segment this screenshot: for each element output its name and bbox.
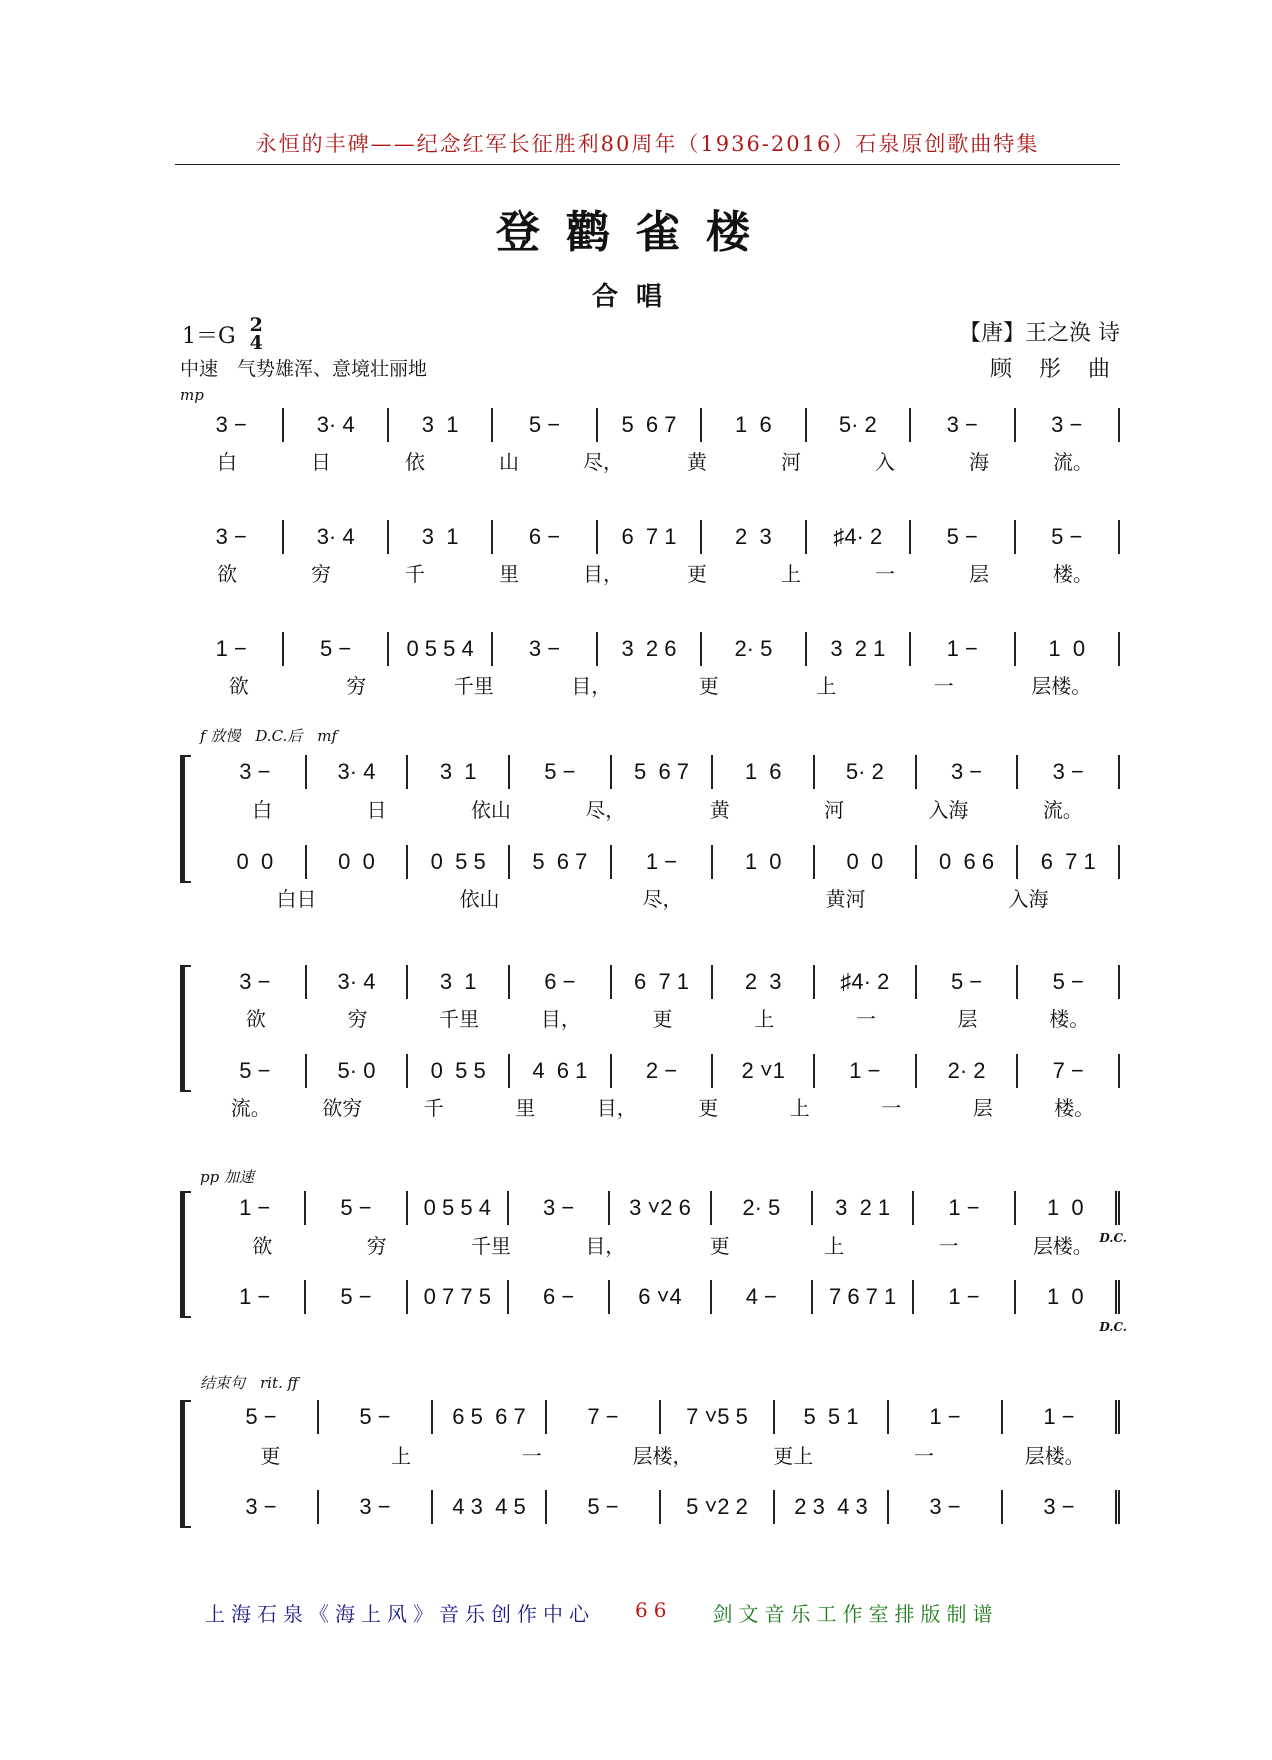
measure: 2 3 [713,965,815,999]
lyric-word: 上 [789,1096,810,1120]
measure: 0 5 5 4 [389,632,493,666]
lyrics-row [205,883,1120,912]
footer-publisher: 上海石泉《海上风》音乐创作中心 [205,1602,595,1626]
lyric-word: 更 [698,1096,719,1120]
measure: 7 − [547,1400,661,1434]
lyric-word: 目， [571,674,612,698]
lyric-word: 上 [816,674,837,698]
measure: 5 − [911,520,1015,554]
measure: 3 − [205,965,307,999]
lyric-word: 层 [957,1007,978,1031]
lyric-word: 尽， [583,450,623,474]
measure: 1 − [205,1280,306,1314]
system-bracket [180,1191,191,1318]
dynamics-marking: pp 加速 [200,1168,254,1186]
measure: 5 − [493,408,597,442]
lyric-word: 流。 [1053,450,1093,474]
measure: 3 1 [408,965,510,999]
measure: 0 7 7 5 [408,1280,509,1314]
measure: 5 6 7 [612,755,714,789]
footer [205,1598,998,1627]
measure: 3· 4 [284,408,388,442]
lyric-word: 欲 [217,562,237,586]
measure: 3· 4 [307,965,409,999]
lyric-word: 穷 [311,562,331,586]
lyric-word: 更 [698,674,719,698]
lyric-word: 目， [583,562,623,586]
measure: 6 ˅4 [610,1280,711,1314]
measure: 5· 2 [807,408,911,442]
page-number: 66 [635,1598,673,1622]
lyrics-row [180,670,1120,699]
measure: 2 ˅1 [713,1054,815,1088]
lyrics-row [205,1092,1120,1121]
measure: 2· 5 [712,1191,813,1225]
lyric-word: 一 [855,1007,876,1031]
lyric-word: 海 [969,450,989,474]
lyric-word: 更 [652,1007,673,1031]
notation-row [205,1054,1120,1088]
measure: 1 − [889,1400,1003,1434]
lyric-word: 更 [260,1444,281,1468]
measure: 1 − [612,845,714,879]
lyric-word: 白 [252,798,273,822]
header-divider [175,164,1120,165]
lyric-word: 层楼。 [1031,674,1092,698]
measure: 1 − [1003,1400,1120,1434]
measure: 5 6 7 [510,845,612,879]
lyric-word: 入海 [1008,887,1049,911]
lyric-word: 白日 [276,887,317,911]
measure: 5· 2 [815,755,917,789]
lyrics-row [205,1230,1120,1259]
lyric-word: 欲 [245,1007,266,1031]
lyric-word: 层楼。 [1024,1444,1085,1468]
measure: 2· 5 [702,632,806,666]
measure: 3 2 1 [813,1191,914,1225]
lyric-word: 依山 [459,887,500,911]
measure: 5 − [1016,520,1120,554]
lyric-word: 更上 [773,1444,814,1468]
system-bracket [180,965,191,1092]
measure: 1 − [914,1191,1015,1225]
measure: 7 ˅5 5 [661,1400,775,1434]
measure: 3 1 [408,755,510,789]
measure: 3 − [509,1191,610,1225]
measure: 5 − [205,1400,319,1434]
measure: 7 6 7 1 [813,1280,914,1314]
measure: 4 6 1 [510,1054,612,1088]
measure: 3 − [493,632,597,666]
lyric-word: 穷 [347,1007,368,1031]
measure: 2 − [612,1054,714,1088]
lyric-word: 千 [405,562,425,586]
measure: 1 0 [1016,632,1120,666]
lyric-word: 楼。 [1049,1007,1090,1031]
lyric-word: 依山 [470,798,511,822]
lyric-word: 千里 [453,674,494,698]
lyric-word: 一 [521,1444,542,1468]
measure: 3 − [180,408,284,442]
lyric-word: 黄河 [825,887,866,911]
lyric-word: 上 [824,1234,845,1258]
lyric-word: 欲穷 [322,1096,363,1120]
measure: 7 − [1018,1054,1120,1088]
measure: 0 5 5 4 [408,1191,509,1225]
lyric-word: 目， [596,1096,637,1120]
measure: 5 6 7 [598,408,702,442]
measure: 6 7 1 [1018,845,1120,879]
system-bracket [180,1400,191,1528]
lyric-word: 一 [933,674,954,698]
measure: 3 1 [389,520,493,554]
lyric-word: 入 [875,450,895,474]
lyric-word: 上 [781,562,801,586]
notation-row [205,845,1120,879]
measure: 3 − [889,1490,1003,1524]
dynamics-marking: f 放慢 D.C.后 mf [200,727,338,745]
system-bracket [180,755,191,883]
lyric-word: 山 [499,450,519,474]
lyrics-row [205,1003,1120,1032]
measure: 3 − [180,520,284,554]
lyric-word: 黄 [687,450,707,474]
song-subtitle: 合唱 [591,282,680,312]
lyric-word: 河 [824,798,845,822]
lyric-word: 更 [709,1234,730,1258]
lyric-word: 楼。 [1053,562,1093,586]
lyric-word: 千里 [439,1007,480,1031]
measure: 1 0 [713,845,815,879]
measure: 4 3 4 5 [433,1490,547,1524]
measure: 0 5 5 [408,1054,510,1088]
measure: ♯4· 2 [815,965,917,999]
measure: 6 7 1 [612,965,714,999]
time-top: 2 [249,314,263,336]
collection-header: 永恒的丰碑——纪念红军长征胜利80周年（1936-2016）石泉原创歌曲特集 [255,132,1040,156]
lyric-word: 欲 [252,1234,273,1258]
composer-credit: 顾 彤 曲 [990,357,1120,382]
lyric-word: 层 [969,562,989,586]
notation-row [205,965,1120,999]
lyric-word: 欲 [228,674,249,698]
dc-marking: D.C. [1099,1320,1127,1334]
measure: 3 − [911,408,1015,442]
notation-row [180,632,1120,666]
lyric-word: 流。 [1042,798,1083,822]
time-signature [250,316,263,352]
lyric-word: 一 [938,1234,959,1258]
measure: 3· 4 [307,755,409,789]
measure: 0 0 [205,845,307,879]
measure: 1 6 [702,408,806,442]
lyric-word: 日 [311,450,331,474]
measure: 5 5 1 [775,1400,889,1434]
footer-engraver: 剑文音乐工作室排版制谱 [712,1602,999,1626]
lyric-word: 穷 [346,674,367,698]
measure: 3· 4 [284,520,388,554]
measure: 1 − [911,632,1015,666]
lyric-word: 尽， [642,887,683,911]
dynamics-marking: 结束句 rit. ff [200,1374,299,1392]
measure: 1 6 [713,755,815,789]
tempo-marking: 中速 气势雄浑、意境壮丽地 [180,358,428,380]
notation-row [205,1490,1120,1524]
measure: 6 5 6 7 [433,1400,547,1434]
notation-row [180,520,1120,554]
lyric-word: 里 [499,562,519,586]
measure: 2 3 [702,520,806,554]
notation-row [205,1400,1120,1434]
measure: 3 − [205,755,307,789]
lyric-word: 目， [585,1234,626,1258]
lyric-word: 上 [754,1007,775,1031]
lyric-word: 河 [781,450,801,474]
measure: 0 5 5 [408,845,510,879]
lyric-word: 楼。 [1054,1096,1095,1120]
measure: 1 − [914,1280,1015,1314]
measure: 5 ˅2 2 [661,1490,775,1524]
lyric-word: 流。 [230,1096,271,1120]
measure: 2· 2 [917,1054,1019,1088]
lyric-word: 穷 [366,1234,387,1258]
measure: 6 − [493,520,597,554]
measure: 3 2 6 [598,632,702,666]
lyric-word: 入海 [928,798,969,822]
measure: 4 − [712,1280,813,1314]
measure: 3 − [1003,1490,1120,1524]
lyric-word: 上 [391,1444,412,1468]
measure: 3 1 [389,408,493,442]
measure: 5 − [917,965,1019,999]
lyric-word: 层 [972,1096,993,1120]
dynamics-marking: mp [180,386,204,404]
measure: 1 0 [1016,1280,1120,1314]
notation-row [205,755,1120,789]
lyrics-row [205,794,1120,823]
lyric-word: 尽， [585,798,626,822]
lyric-word: 一 [913,1444,934,1468]
measure: 5 − [547,1490,661,1524]
key-signature [182,316,263,352]
lyric-word: 层楼， [632,1444,693,1468]
measure: 5 − [1018,965,1120,999]
lyric-word: 白 [217,450,237,474]
measure: 0 6 6 [917,845,1019,879]
lyric-word: 更 [687,562,707,586]
key: 1＝G [182,323,236,349]
time-bottom: 4 [249,332,263,354]
measure: 1 − [180,632,284,666]
measure: 1 − [205,1191,306,1225]
measure: 3 − [1018,755,1120,789]
notation-row [205,1280,1120,1314]
lyric-word: 层楼。 [1032,1234,1093,1258]
measure: 2 3 4 3 [775,1490,889,1524]
measure: 3 − [319,1490,433,1524]
measure: 3 ˅2 6 [610,1191,711,1225]
lyric-word: 日 [366,798,387,822]
measure: 5 − [510,755,612,789]
notation-row [205,1191,1120,1225]
measure: 0 0 [815,845,917,879]
notation-row [180,408,1120,442]
poet-credit: 【唐】王之涣 诗 [959,321,1120,346]
lyrics-row [180,446,1120,475]
measure: 5 − [306,1191,407,1225]
measure: 6 7 1 [598,520,702,554]
measure: 5· 0 [307,1054,409,1088]
measure: 0 0 [307,845,409,879]
measure: 1 0 [1016,1191,1120,1225]
measure: 3 2 1 [807,632,911,666]
dc-marking: D.C. [1099,1231,1127,1245]
lyrics-row [205,1440,1120,1469]
lyrics-row [180,558,1120,587]
measure: 5 − [306,1280,407,1314]
lyric-word: 目， [540,1007,581,1031]
measure: 3 − [205,1490,319,1524]
lyric-word: 一 [875,562,895,586]
measure: ♯4· 2 [807,520,911,554]
lyric-word: 一 [881,1096,902,1120]
lyric-word: 里 [515,1096,536,1120]
lyric-word: 千里 [470,1234,511,1258]
measure: 3 − [917,755,1019,789]
lyric-word: 黄 [709,798,730,822]
lyric-word: 依 [405,450,425,474]
measure: 5 − [284,632,388,666]
lyric-word: 千 [423,1096,444,1120]
measure: 6 − [510,965,612,999]
measure: 5 − [205,1054,307,1088]
song-title: 登鹳雀楼 [496,207,776,258]
measure: 5 − [319,1400,433,1434]
measure: 1 − [815,1054,917,1088]
measure: 3 − [1016,408,1120,442]
measure: 6 − [509,1280,610,1314]
